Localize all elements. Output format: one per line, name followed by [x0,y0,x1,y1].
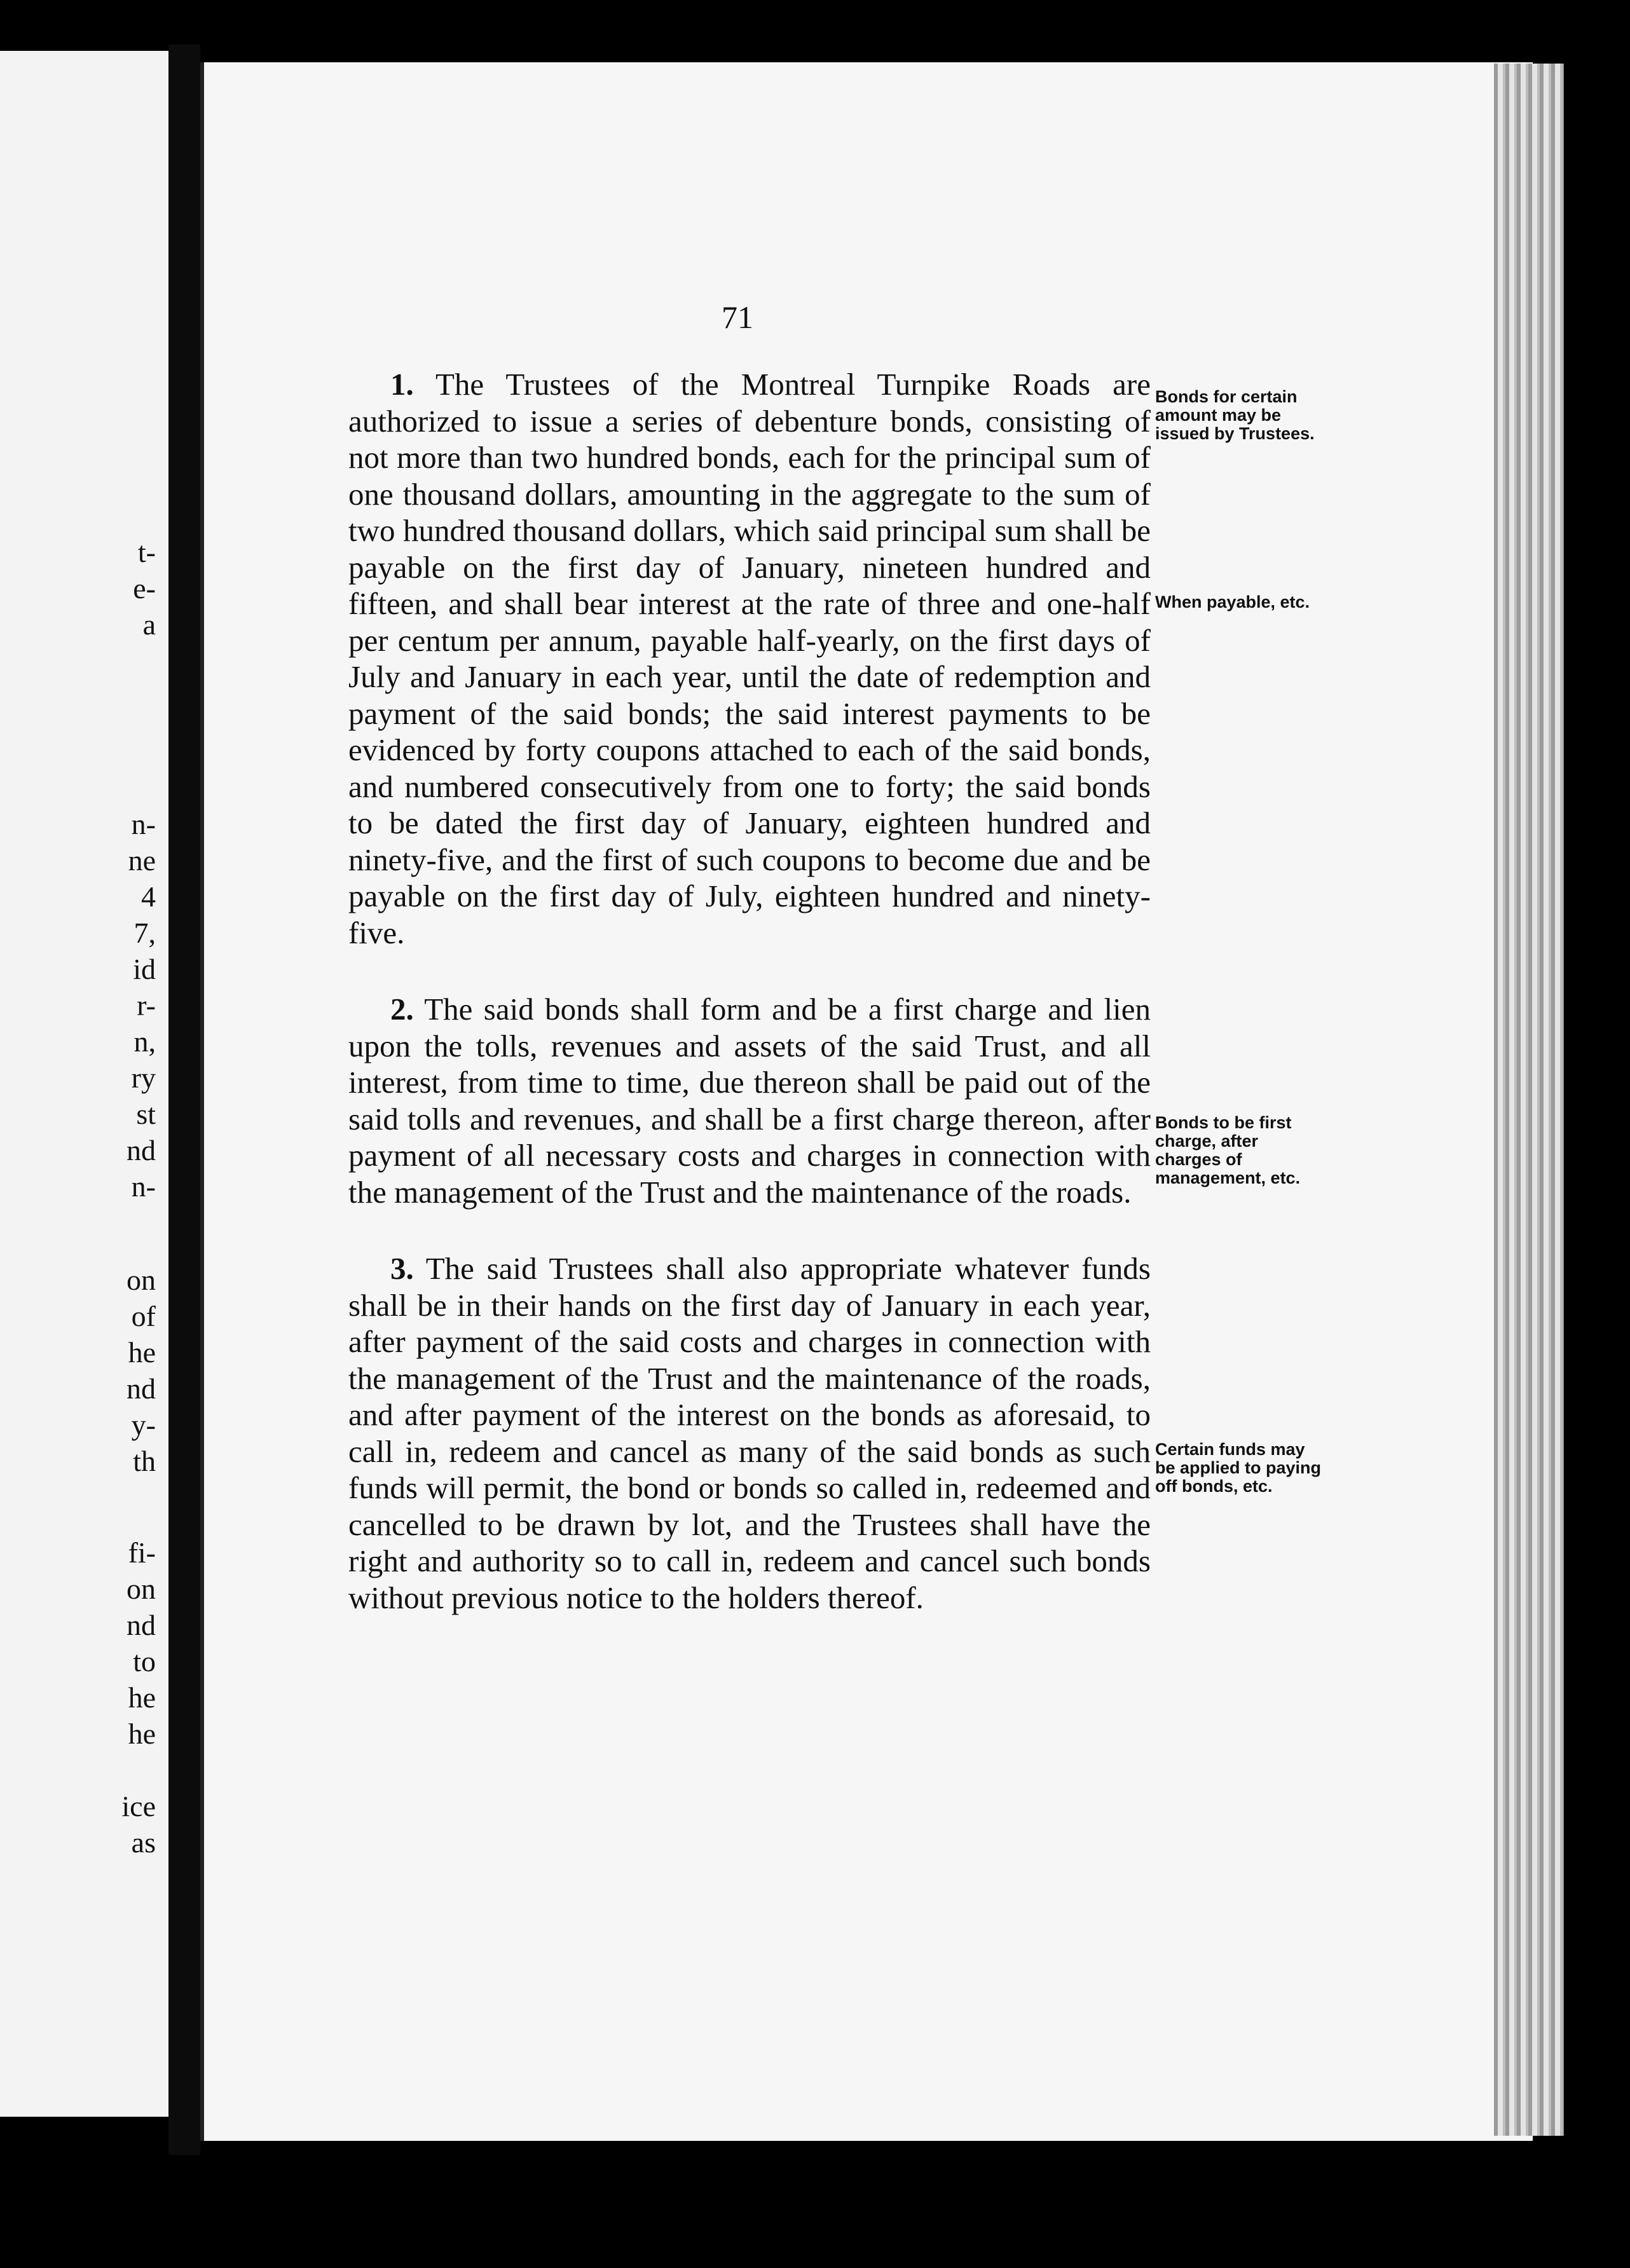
section-number: 3. [390,1251,414,1286]
facing-page-text-fragment: 7, [134,917,156,949]
facing-page-fragment [0,51,168,2117]
facing-page-text-fragment: id [133,953,156,985]
facing-page-text-fragment: 4 [141,880,156,913]
facing-page-text-fragment: a [142,608,156,641]
facing-page-text-fragment: y- [131,1409,156,1441]
facing-page-text-fragment: on [127,1264,156,1296]
section-3 [348,1250,1151,1616]
book-gutter [168,44,200,2155]
facing-page-text-fragment: as [131,1826,156,1859]
facing-page-text-fragment: n, [134,1025,156,1058]
facing-page-text-fragment: ice [121,1790,156,1822]
facing-page-text-fragment: n- [131,808,156,840]
section-text: The said bonds shall form and be a first charge and lien upon the tolls, revenues and assets of the said Trust, and all interest, from time to time, due thereon shall be paid out of the said tolls and revenues, and shall be a first charge thereon, after payment of all necessary costs and charges in connection with the management of the Trust and the maintenance of the roads. [348,992,1151,1210]
section-number: 1. [390,367,414,402]
page-edges [1494,64,1564,2136]
facing-page-text-fragment: ne [128,844,156,877]
facing-page-text-fragment: t- [137,536,156,568]
section-text: The said Trustees shall also appropriate whatever funds shall be in their hands on the first day of January in each year, after payment of the said costs and charges in connection with the management of the Trust and the maintenance of the roads, and after payment of the interest on the bonds as aforesaid, to call in, redeem and cancel as many of the said bonds as such funds will permit, the bond or bonds so called in, redeemed and cancelled to be drawn by lot, and the Trustees shall have the right and authority so to call in, redeem and cancel such bonds without previous notice to the holders thereof. [348,1251,1151,1615]
body-text [348,366,1151,1656]
section-text: The Trustees of the Montreal Turnpike Roads are authorized to issue a series of debenture bonds, consisting of not more than two hundred bonds, each for the principal sum of one thousand dollars, amounting in the aggregate to the sum of two hundred thousand dollars, which said principal sum shall be payable on the first day of January, nineteen hundred and fifteen, and shall bear interest at the rate of three and one-half per centum per annum, payable half-yearly, on the first days of July and January in each year, until the date of redemption and payment of the said bonds; the said interest payments to be evidenced by forty coupons attached to each of the said bonds, and numbered consecutively from one to forty; the said bonds to be dated the first day of January, eighteen hundred and ninety-five, and the first of such coupons to become due and be payable on the first day of July, eighteen hundred and ninety-five. [348,367,1151,950]
section-2 [348,991,1151,1210]
facing-page-text-fragment: fi- [128,1536,156,1569]
facing-page-text-fragment: he [128,1681,156,1714]
section-1 [348,366,1151,951]
marginal-note: Bonds for certain amount may be issued by Trustees. [1155,387,1315,443]
facing-page-text-fragment: e- [133,572,156,605]
facing-page-text-fragment: of [131,1300,156,1332]
marginal-note: Bonds to be first charge, after charges of management, etc. [1155,1113,1301,1187]
section-number: 2. [390,992,414,1027]
facing-page-text-fragment: to [133,1645,156,1677]
facing-page-text-fragment: th [133,1445,156,1477]
facing-page-text-fragment: n- [131,1170,156,1203]
facing-page-text-fragment: nd [127,1609,156,1641]
facing-page-text-fragment: st [136,1098,156,1130]
page-number: 71 [722,299,753,335]
facing-page-text-fragment: he [128,1336,156,1369]
facing-page-text-fragment: r- [137,989,156,1021]
facing-page-text-fragment: nd [127,1134,156,1166]
facing-page-text-fragment: ry [131,1062,156,1094]
facing-page-text-fragment: nd [127,1372,156,1405]
facing-page-text-fragment: he [128,1718,156,1750]
marginal-note: Certain funds may be applied to paying off bonds, etc. [1155,1440,1322,1496]
facing-page-text-fragment: on [127,1573,156,1605]
marginal-note: When payable, etc. [1155,592,1310,611]
